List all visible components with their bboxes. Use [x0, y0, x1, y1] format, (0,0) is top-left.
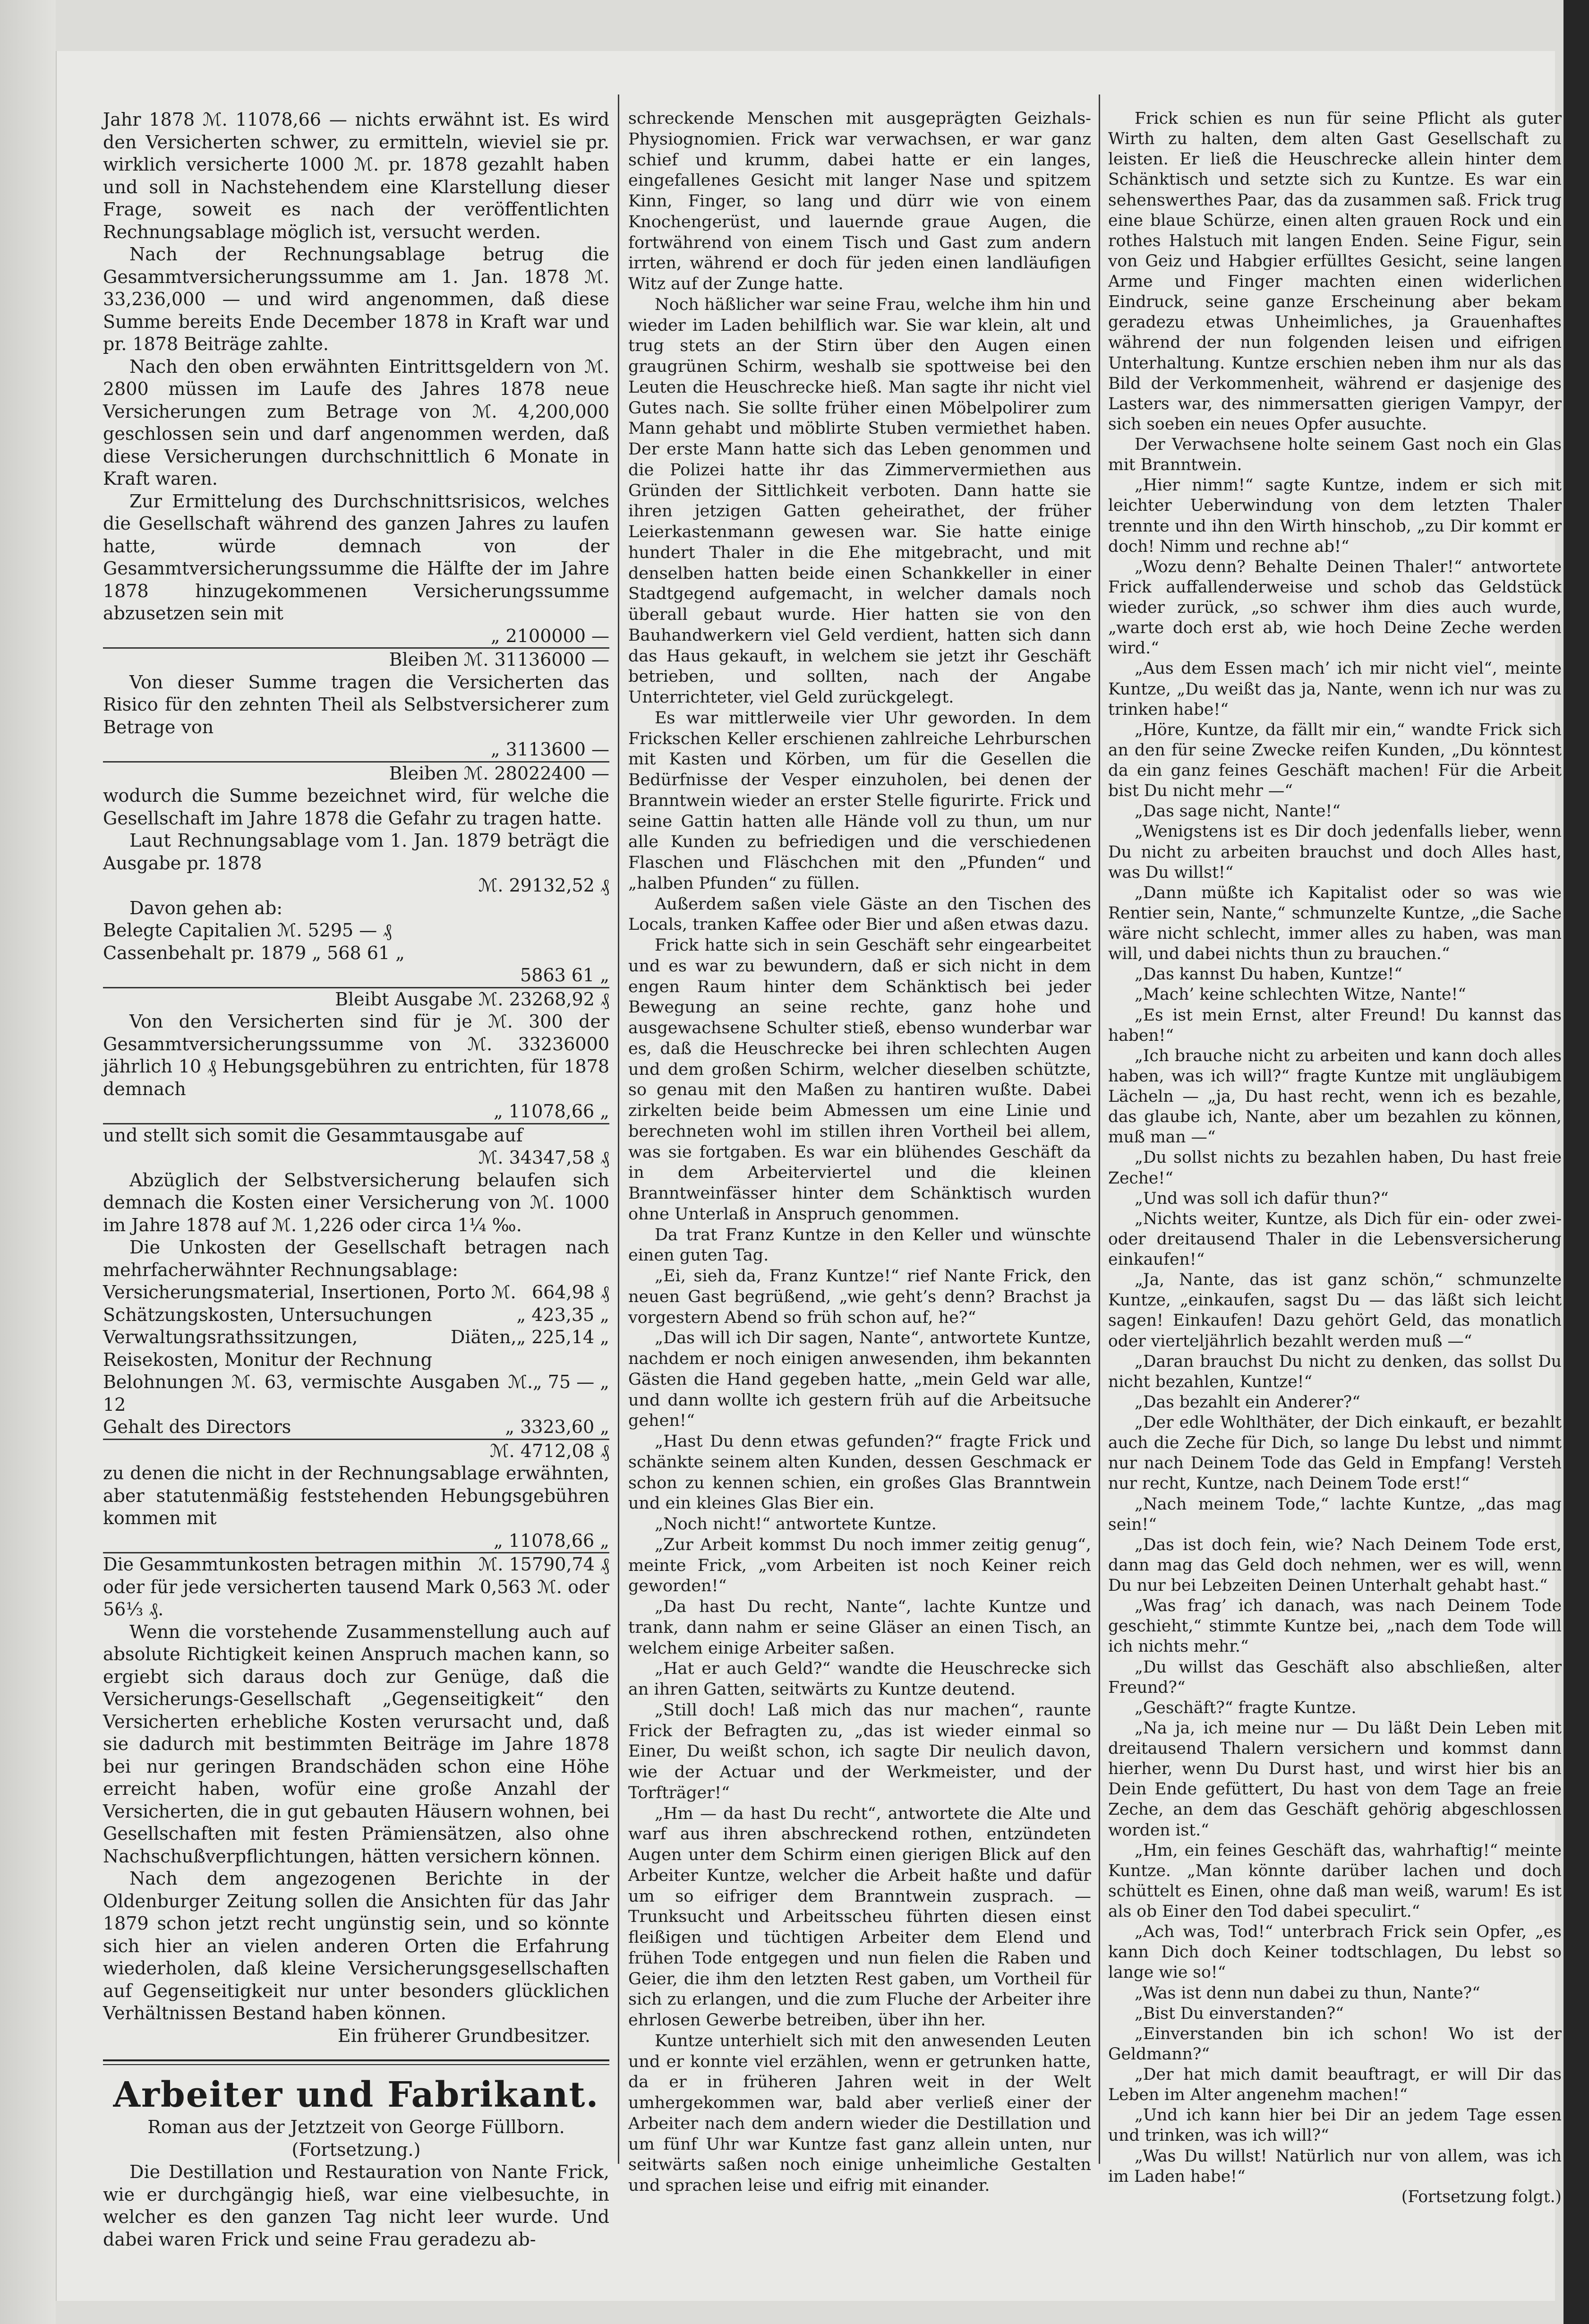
right-column [1108, 109, 1562, 2207]
ledger-amount: „ 11078,66 „ [103, 1100, 609, 1124]
paragraph: „Aus dem Essen mach’ ich mir nicht viel“, meinte Kuntze, „Du weißt das ja, Nante, wenn ich nur was zu trinken habe!“ [1108, 659, 1562, 719]
to-be-continued: (Fortsetzung folgt.) [1401, 2187, 1562, 2206]
paragraph: und stellt sich somit die Gesammtausgabe auf [103, 1124, 523, 1146]
ledger-value: 664,98 ₰ [531, 1282, 609, 1303]
paragraph: „Wenigstens ist es Dir doch jedenfalls lieber, wenn Du nicht zu arbeiten brauchst und doch Alles hast, was Du willst!“ [1108, 822, 1562, 882]
ledger-row [103, 1326, 609, 1371]
ledger-row [103, 1304, 609, 1327]
paragraph: „Du willst das Geschäft also abschließen, alter Freund?“ [1108, 1657, 1562, 1697]
paragraph: Von dieser Summe tragen die Versicherten das Risico für den zehnten Theil als Selbstversicherer zum Betrage von [103, 671, 609, 738]
paragraph: Es war mittlerweile vier Uhr geworden. In dem Frickschen Keller erschienen zahlreiche Lehrburschen mit Kasten und Körben, um für die Gesellen die Bedürfnisse der Vesper einzuholen, bei denen der Branntwein wieder an erster Stelle figurirte. Frick und seine Gattin hatten alle Hände voll zu thun, um nur alle Kunden zu befriedigen und die verschiedenen Flaschen und Fläschchen mit den „Pfunden“ und „halben Pfunden“ zu füllen. [628, 708, 1091, 893]
paragraph: „Das ist doch fein, wie? Nach Deinem Tode erst, dann mag das Geld doch nehmen, wer es will, wenn Du nur bei Lebzeiten Deinen Unterhalt gehabt hast.“ [1108, 1535, 1562, 1595]
paragraph: „Ja, Nante, das ist ganz schön,“ schmunzelte Kuntze, „einkaufen, sagst Du — das läßt sich leicht sagen! Einkaufen! Dazu gehört Geld, das monatlich oder vierteljährlich bezahlt werden muß —“ [1108, 1270, 1562, 1351]
ledger-value: „ 423,35 „ [516, 1304, 609, 1325]
ledger-value: 23268,92 ₰ [509, 988, 609, 1010]
paragraph: „Der hat mich damit beauftragt, er will Dir das Leben im Alter angenehm machen!“ [1108, 2065, 1562, 2105]
ledger-value: „ 3323,60 „ [505, 1416, 609, 1437]
paragraph: „Das sage nicht, Nante!“ [1135, 802, 1341, 821]
column-rule-2 [1099, 94, 1100, 2164]
paragraph: Die Destillation und Restauration von Nante Frick, wie er durchgängig hieß, war eine vielbesuchte, in welcher es den ganzen Tag nicht leer wurde. Und dabei waren Frick und seine Frau geradezu ab- [103, 2161, 609, 2250]
paragraph: „Was ist denn nun dabei zu thun, Nante?“ [1135, 1983, 1480, 2003]
paragraph: „Zur Arbeit kommst Du noch immer zeitig genug“, meinte Frick, „vom Arbeiten ist noch Keiner reich geworden!“ [628, 1535, 1091, 1596]
paragraph: Davon gehen ab: [129, 897, 283, 918]
paragraph: „Hast Du denn etwas gefunden?“ fragte Frick und schänkte seinem alten Kunden, dessen Geschmack er schon zu kennen schien, ein großes Glas Branntwein und ein kleines Glas Bier ein. [628, 1432, 1091, 1513]
ledger-amount: 5863 61 „ [103, 964, 609, 988]
ledger-label: Belohnungen ℳ. 63, vermischte Ausgaben ℳ. 12 [103, 1372, 533, 1415]
paragraph: „Daran brauchst Du nicht zu denken, das sollst Du nicht bezahlen, Kuntze!“ [1108, 1352, 1562, 1391]
ledger-amount: ℳ. 34347,58 ₰ [478, 1147, 609, 1168]
paragraph: „Hm, ein feines Geschäft das, wahrhaftig!“ meinte Kuntze. „Man könnte darüber lachen und doch schüttelt es Einen, ohne daß man weiß, warum! Es ist als ob Einer den Tod dabei speculirt.“ [1108, 1841, 1562, 1921]
section-divider [103, 2059, 609, 2065]
paragraph: Nach den oben erwähnten Eintrittsgeldern von ℳ. 2800 müssen im Laufe des Jahres 1878 neue Versicherungen zum Betrage von ℳ. 4,200,000 geschlossen sein und darf angenommen werden, daß diese Versicherungen durchschnittlich 6 Monate in Kraft waren. [103, 356, 609, 489]
column-rule-1 [618, 94, 619, 2164]
ledger-value: 28022400 — [494, 763, 609, 784]
paragraph: Laut Rechnungsablage vom 1. Jan. 1879 beträgt die Ausgabe pr. 1878 [103, 830, 609, 874]
ledger-value: 31136000 — [494, 649, 609, 670]
ledger-line [103, 649, 609, 671]
paragraph: Noch häßlicher war seine Frau, welche ihm hin und wieder im Laden behilflich war. Sie war klein, alt und trug stets an der Stirn über den Augen einen graugrünen Schirm, weshalb sie spottweise bei den Leuten die Heuschrecke hieß. Man sagte ihr nicht viel Gutes nach. Sie sollte früher einen Möbelpolirer zum Mann gehabt und möblirte Stuben vermiethet haben. Der erste Mann hatte sich das Leben genommen und die Polizei hatte ihr das Zimmervermiethen aus Gründen der Sittlichkeit verboten. Dann hatte sie ihren jetzigen Gatten geheirathet, der früher Leierkastenmann gewesen war. Sie hatte einige hundert Thaler in die Ehe mitgebracht, und mit denselben hatten beide einen Schankkeller in einer Stadtgegend aufgemacht, in welcher damals noch überall gebaut wurde. Hier hatten sie von den Bauhandwerkern viel Geld verdient, hatten sich dann das Haus gekauft, in welchem sie jetzt ihr Geschäft betrieben, und sollten, nach der Angabe Unterrichteter, viel Geld zurückgelegt. [628, 295, 1091, 707]
paragraph: „Nichts weiter, Kuntze, als Dich für ein- oder zwei- oder dreitausend Thaler in die Lebensversicherung einkaufen!“ [1108, 1209, 1562, 1269]
ledger-label: Versicherungsmaterial, Insertionen, Porto ℳ. [103, 1282, 516, 1303]
paragraph: Außerdem saßen viele Gäste an den Tischen des Locals, tranken Kaffee oder Bier und aßen etwas dazu. [628, 894, 1091, 935]
paragraph: „Hat er auch Geld?“ wandte die Heuschrecke sich an ihren Gatten, seitwärts zu Kuntze deutend. [628, 1659, 1091, 1699]
ledger-amount: „ 2100000 — [103, 625, 609, 649]
paragraph: Von den Versicherten sind für je ℳ. 300 der Gesammtversicherungssumme von ℳ. 33236000 jährlich 10 ₰ Hebungsgebühren zu entrichten, für 1878 demnach [103, 1011, 609, 1099]
scan-margin [0, 0, 56, 2324]
ledger-label: Schätzungskosten, Untersuchungen [103, 1304, 432, 1325]
novel-subtitle: Roman aus der Jetztzeit von George Füllborn. [147, 2117, 565, 2137]
ledger-label: Die Gesammtunkosten betragen mithin [103, 1554, 462, 1575]
paragraph: „Ach was, Tod!“ unterbrach Frick sein Opfer, „es kann Dich doch Keiner todtschlagen, Du lebst so lange wie so!“ [1108, 1922, 1562, 1982]
paragraph: Nach der Rechnungsablage betrug die Gesammtversicherungssumme am 1. Jan. 1878 ℳ. 33,236,000 — und wird angenommen, daß diese Summe bereits Ende December 1878 in Kraft war und pr. 1878 Beiträge zahlte. [103, 244, 609, 354]
paragraph: „Na ja, ich meine nur — Du läßt Dein Leben mit dreitausend Thalern versichern und kommst dann hierher, wenn Du Durst hast, und wirst hier bis an Dein Ende gefüttert, Du hast von dem Tage an freie Zeche, an dem das Geschäft gehörig abgeschlossen worden ist.“ [1108, 1718, 1562, 1840]
ledger-row [103, 1553, 609, 1576]
paragraph: wodurch die Summe bezeichnet wird, für welche die Gesellschaft im Jahre 1878 die Gefahr zu tragen hatte. [103, 785, 609, 829]
middle-column [628, 109, 1091, 2196]
paragraph: Abzüglich der Selbstversicherung belaufen sich demnach die Kosten einer Versicherung von ℳ. 1000 im Jahre 1878 auf ℳ. 1,226 oder circa 1¼ ‰. [103, 1169, 609, 1235]
ledger-amount: „ 11078,66 „ [103, 1530, 609, 1554]
paragraph: zu denen die nicht in der Rechnungsablage erwähnten, aber statutenmäßig feststehenden Hebungsgebühren kommen mit [103, 1463, 609, 1528]
paragraph: oder für jede versicherten tausend Mark 0,563 ℳ. oder 56⅓ ₰. [103, 1576, 609, 1620]
paragraph: „Und ich kann hier bei Dir an jedem Tage essen und trinken, was ich will?“ [1108, 2106, 1562, 2145]
paragraph: „Noch nicht!“ antwortete Kuntze. [655, 1515, 937, 1534]
ledger-value: ℳ. 15790,74 ₰ [478, 1554, 609, 1575]
paragraph: Da trat Franz Kuntze in den Keller und wünschte einen guten Tag. [628, 1225, 1091, 1265]
ledger-line: Cassenbehalt pr. 1879 „ 568 61 „ [103, 942, 405, 963]
paragraph: Wenn die vorstehende Zusammenstellung auch auf absolute Richtigkeit keinen Anspruch machen kann, so ergiebt sich daraus doch zur Genüge, daß die Versicherungs-Gesellschaft „Gegenseitigkeit“ den Versicherten erhebliche Kosten verursacht und, daß sie dadurch mit bestimmten Beiträge im Jahre 1878 bei nur geringen Brandschäden schon eine Höhe erreicht haben, wofür eine große Anzahl der Versicherten, die in gut gebauten Häusern wohnen, bei Gesellschaften mit festen Prämiensätzen, also ohne Nachschußverpflichtungen, hätten versichern können. [103, 1621, 609, 1867]
ledger-amount: ℳ. 29132,52 ₰ [478, 875, 609, 896]
ledger-line [103, 988, 609, 1011]
paragraph: „Das bezahlt ein Anderer?“ [1135, 1392, 1360, 1412]
paragraph: „Bist Du einverstanden?“ [1135, 2004, 1344, 2023]
ledger-line [103, 763, 609, 785]
paragraph: Zur Ermittelung des Durchschnittsrisicos, welches die Gesellschaft während des ganzen Jahres zu laufen hatte, würde demnach von der Gesammtversicherungssumme die Hälfte der im Jahre 1878 hinzugekommenen Versicherungssumme abzusetzen sein mit [103, 490, 609, 624]
paragraph: „Nach meinem Tode,“ lachte Kuntze, „das mag sein!“ [1108, 1494, 1562, 1534]
ledger-label: Bleiben ℳ. [389, 649, 489, 670]
paragraph: „Ich brauche nicht zu arbeiten und kann doch alles haben, was ich will?“ fragte Kuntze mit ungläubigem Lächeln — „ja, Du hast recht, wenn ich es bezahle, das glaube ich, Nante, aber um bezahlen zu können, muß man —“ [1108, 1046, 1562, 1147]
intro-paragraph: Jahr 1878 ℳ. 11078,66 — nichts erwähnt ist. Es wird den Versicherten schwer, zu ermitteln, wieviel sie pr. wirklich versicherte 1000 ℳ. pr. 1878 gezahlt haben und soll in Nachstehendem eine Klarstellung dieser Frage, soweit es nach der veröffentlichten Rechnungsablage möglich ist, versucht werden. [103, 109, 609, 242]
paragraph: „Es ist mein Ernst, alter Freund! Du kannst das haben!“ [1108, 1005, 1562, 1045]
ledger-amount: „ 3113600 — [103, 738, 609, 763]
paragraph: „Geschäft?“ fragte Kuntze. [1135, 1698, 1357, 1717]
novel-title: Arbeiter und Fabrikant. [113, 2075, 599, 2115]
ledger-label: Bleiben ℳ. [389, 763, 489, 784]
paragraph: „Was frag’ ich danach, was nach Deinem Tode geschieht,“ stimmte Kuntze bei, „nach dem Tode will ich nichts mehr.“ [1108, 1596, 1562, 1656]
paragraph: „Du sollst nichts zu bezahlen haben, Du hast freie Zeche!“ [1108, 1148, 1562, 1188]
paragraph: „Mach’ keine schlechten Witze, Nante!“ [1135, 985, 1466, 1004]
paragraph: „Wozu denn? Behalte Deinen Thaler!“ antwortete Frick auffallenderweise und schob das Geldstück wieder zurück, „so schwer ihm dies auch wurde, „warte doch erst ab, wie hoch Deine Zeche werden wird.“ [1108, 557, 1562, 658]
paragraph: „Dann müßte ich Kapitalist oder so was wie Rentier sein, Nante,“ schmunzelte Kuntze, „die Sache wäre nicht schlecht, immer alles zu haben, was man will, und dabei nichts thun zu brauchen.“ [1108, 883, 1562, 964]
ledger-label: Bleibt Ausgabe ℳ. [335, 988, 504, 1010]
novel-continuation: (Fortsetzung.) [291, 2139, 421, 2160]
paragraph: schreckende Menschen mit ausgeprägten Geizhals-Physiognomien. Frick war verwachsen, er war ganz schief und krumm, dabei hatte er ein langes, eingefallenes Gesicht mit langer Nase und spitzem Kinn, Finger, so lang und dürr wie von einem Knochengerüst, und lauernde graue Augen, die fortwährend von einem Tisch und Gast zum andern irrten, während er doch für jeden einen landläufigen Witz auf der Zunge hatte. [628, 109, 1091, 293]
paragraph: Kuntze unterhielt sich mit den anwesenden Leuten und er konnte viel erzählen, wenn er getrunken hatte, da er in früheren Jahren weit in der Welt umhergekommen war, bald aber verließ einer der Arbeiter nach dem andern wieder die Destillation und um fünf Uhr war Kuntze fast ganz allein unten, nur seitwärts saßen noch einige unheimliche Gestalten und sprachen leise und eifrig mit einander. [628, 2031, 1091, 2195]
paragraph: „Das kannst Du haben, Kuntze!“ [1135, 965, 1402, 984]
paragraph: „Ei, sieh da, Franz Kuntze!“ rief Nante Frick, den neuen Gast begrüßend, „wie geht’s denn? Brachst ja vorgestern Abend so früh schon auf, he?“ [628, 1267, 1091, 1327]
ledger-value: „ 225,14 „ [516, 1327, 609, 1347]
left-column [103, 109, 609, 2251]
paragraph: „Hm — da hast Du recht“, antwortete die Alte und warf aus ihren abschreckend rothen, entzündeten Augen unter dem Schirm einen gierigen Blick auf den Arbeiter Kuntze, welcher die Arbeit haßte und dafür um so eifriger dem Branntwein zusprach. — Trunksucht und Arbeitsscheu führten diesen einst fleißigen und tüchtigen Arbeiter dem Elend und frühen Tode entgegen und nun fielen die Raben und Geier, die ihm den letzten Rest gaben, um Vortheil für sich zu erlangen, und die zum Fluche der Arbeiter ihre ehrlosen Gewerbe betreiben, über ihn her. [628, 1804, 1091, 2030]
paragraph: Frick schien es nun für seine Pflicht als guter Wirth zu halten, dem alten Gast Gesellschaft zu leisten. Er ließ die Heuschrecke allein hinter dem Schänktisch und setzte sich zu Kuntze. Es war ein sehenswerthes Paar, das da zusammen saß. Frick trug eine blaue Schürze, einen alten grauen Rock und ein rothes Halstuch mit langen Enden. Seine Figur, sein von Geiz und Habgier erfülltes Gesicht, seine langen Arme und Finger machten einen widerlichen Eindruck, seine ganze Erscheinung aber bekam geradezu etwas Unheimliches, ja Grauenhaftes während der nun folgenden leisen und eifrigen Unterhaltung. Kuntze erschien neben ihm nur als das Bild der Verkommenheit, während er dasjenige des Lasters war, des nimmersatten gierigen Vampyr, der sich soeben ein neues Opfer ausuchte. [1108, 109, 1562, 434]
ledger-row [103, 1281, 609, 1304]
ledger-value: „ 75 — „ [533, 1372, 609, 1392]
paragraph: „Einverstanden bin ich schon! Wo ist der Geldmann?“ [1108, 2024, 1562, 2064]
paragraph: „Da hast Du recht, Nante“, lachte Kuntze und trank, dann nahm er seine Gläser an einen Tisch, an welchem einige Arbeiter saßen. [628, 1597, 1091, 1658]
paragraph: Die Unkosten der Gesellschaft betragen nach mehrfacherwähnter Rechnungsablage: [103, 1237, 609, 1280]
ledger-label: Gehalt des Directors [103, 1416, 291, 1437]
paragraph: Frick hatte sich in sein Geschäft sehr eingearbeitet und es war zu bewundern, daß er sich nicht in dem engen Raum hinter dem Schänktisch bei jeder Bewegung an seine rechte, ganz hohe und ausgewachsene Schulter stieß, ebenso wunderbar war es, daß die Heuschrecke bei ihren schlechten Augen und dem großen Schirm, welcher dieselben schützte, so genau mit den Maßen zu hantiren wußte. Dabei zirkelten beide beim Abmessen um eine Linie und berechneten wohl im stillen ihren Vortheil bei allem, was sie fortgaben. Es war ein blühendes Geschäft da in dem Arbeiterviertel und die kleinen Branntweinfässer hinter dem Schänktisch wurden ohne Unterlaß in Anspruch genommen. [628, 936, 1091, 1224]
ledger-label: Verwaltungsrathssitzungen, Diäten, Reisekosten, Monitur der Rechnung [103, 1327, 517, 1370]
ledger-line: Belegte Capitalien ℳ. 5295 — ₰ [103, 920, 392, 941]
ledger-row [103, 1416, 609, 1440]
paragraph: „Hier nimm!“ sagte Kuntze, indem er sich mit leichter Ueberwindung von dem letzten Thaler trennte und ihn den Wirth hinschob, „zu Dir kommt er doch! Nimm und rechne ab!“ [1108, 476, 1562, 556]
paragraph: „Was Du willst! Natürlich nur von allem, was ich im Laden habe!“ [1108, 2146, 1562, 2186]
paragraph: „Still doch! Laß mich das nur machen“, raunte Frick der Befragten zu, „das ist wieder einmal so Einer, Du weißt schon, ich sagte Dir neulich davon, wie der Actuar und der Werkmeister, und der Torfträger!“ [628, 1700, 1091, 1802]
signature: Ein früherer Grundbesitzer. [337, 2025, 590, 2046]
paragraph: „Das will ich Dir sagen, Nante“, antwortete Kuntze, nachdem er noch einigen anwesenden, ihm bekannten Gästen die Hand gegeben hatte, „mein Geld war alle, und dann wollte ich gestern früh auf die Arbeitsuche gehen!“ [628, 1329, 1091, 1431]
paragraph: „Und was soll ich dafür thun?“ [1135, 1189, 1389, 1208]
paragraph: „Der edle Wohlthäter, der Dich einkauft, er bezahlt auch die Zeche für Dich, so lange Du lebst und nimmt nur nach Deinem Tode das Geld in Empfang! Versteh nur recht, Kuntze, nach Deinem Tode erst!“ [1108, 1413, 1562, 1493]
paragraph: Nach dem angezogenen Berichte in der Oldenburger Zeitung sollen die Ansichten für das Jahr 1879 schon jetzt recht ungünstig sein, und so könnte sich hier an vielen anderen Orten die Erfahrung wiederholen, daß kleine Versicherungsgesellschaften auf Gegenseitigkeit nur unter besonders glücklichen Verhältnissen Bestand haben können. [103, 1868, 609, 2024]
scan-edge [1563, 0, 1589, 2324]
paragraph: Der Verwachsene holte seinem Gast noch ein Glas mit Branntwein. [1108, 435, 1562, 475]
ledger-total: ℳ. 4712,08 ₰ [489, 1440, 609, 1461]
paragraph: „Höre, Kuntze, da fällt mir ein,“ wandte Frick sich an den für seine Zwecke reifen Kunden, „Du könntest da ein ganz feines Geschäft machen! Für die Arbeit bist Du nicht mehr —“ [1108, 720, 1562, 801]
ledger-row [103, 1371, 609, 1416]
